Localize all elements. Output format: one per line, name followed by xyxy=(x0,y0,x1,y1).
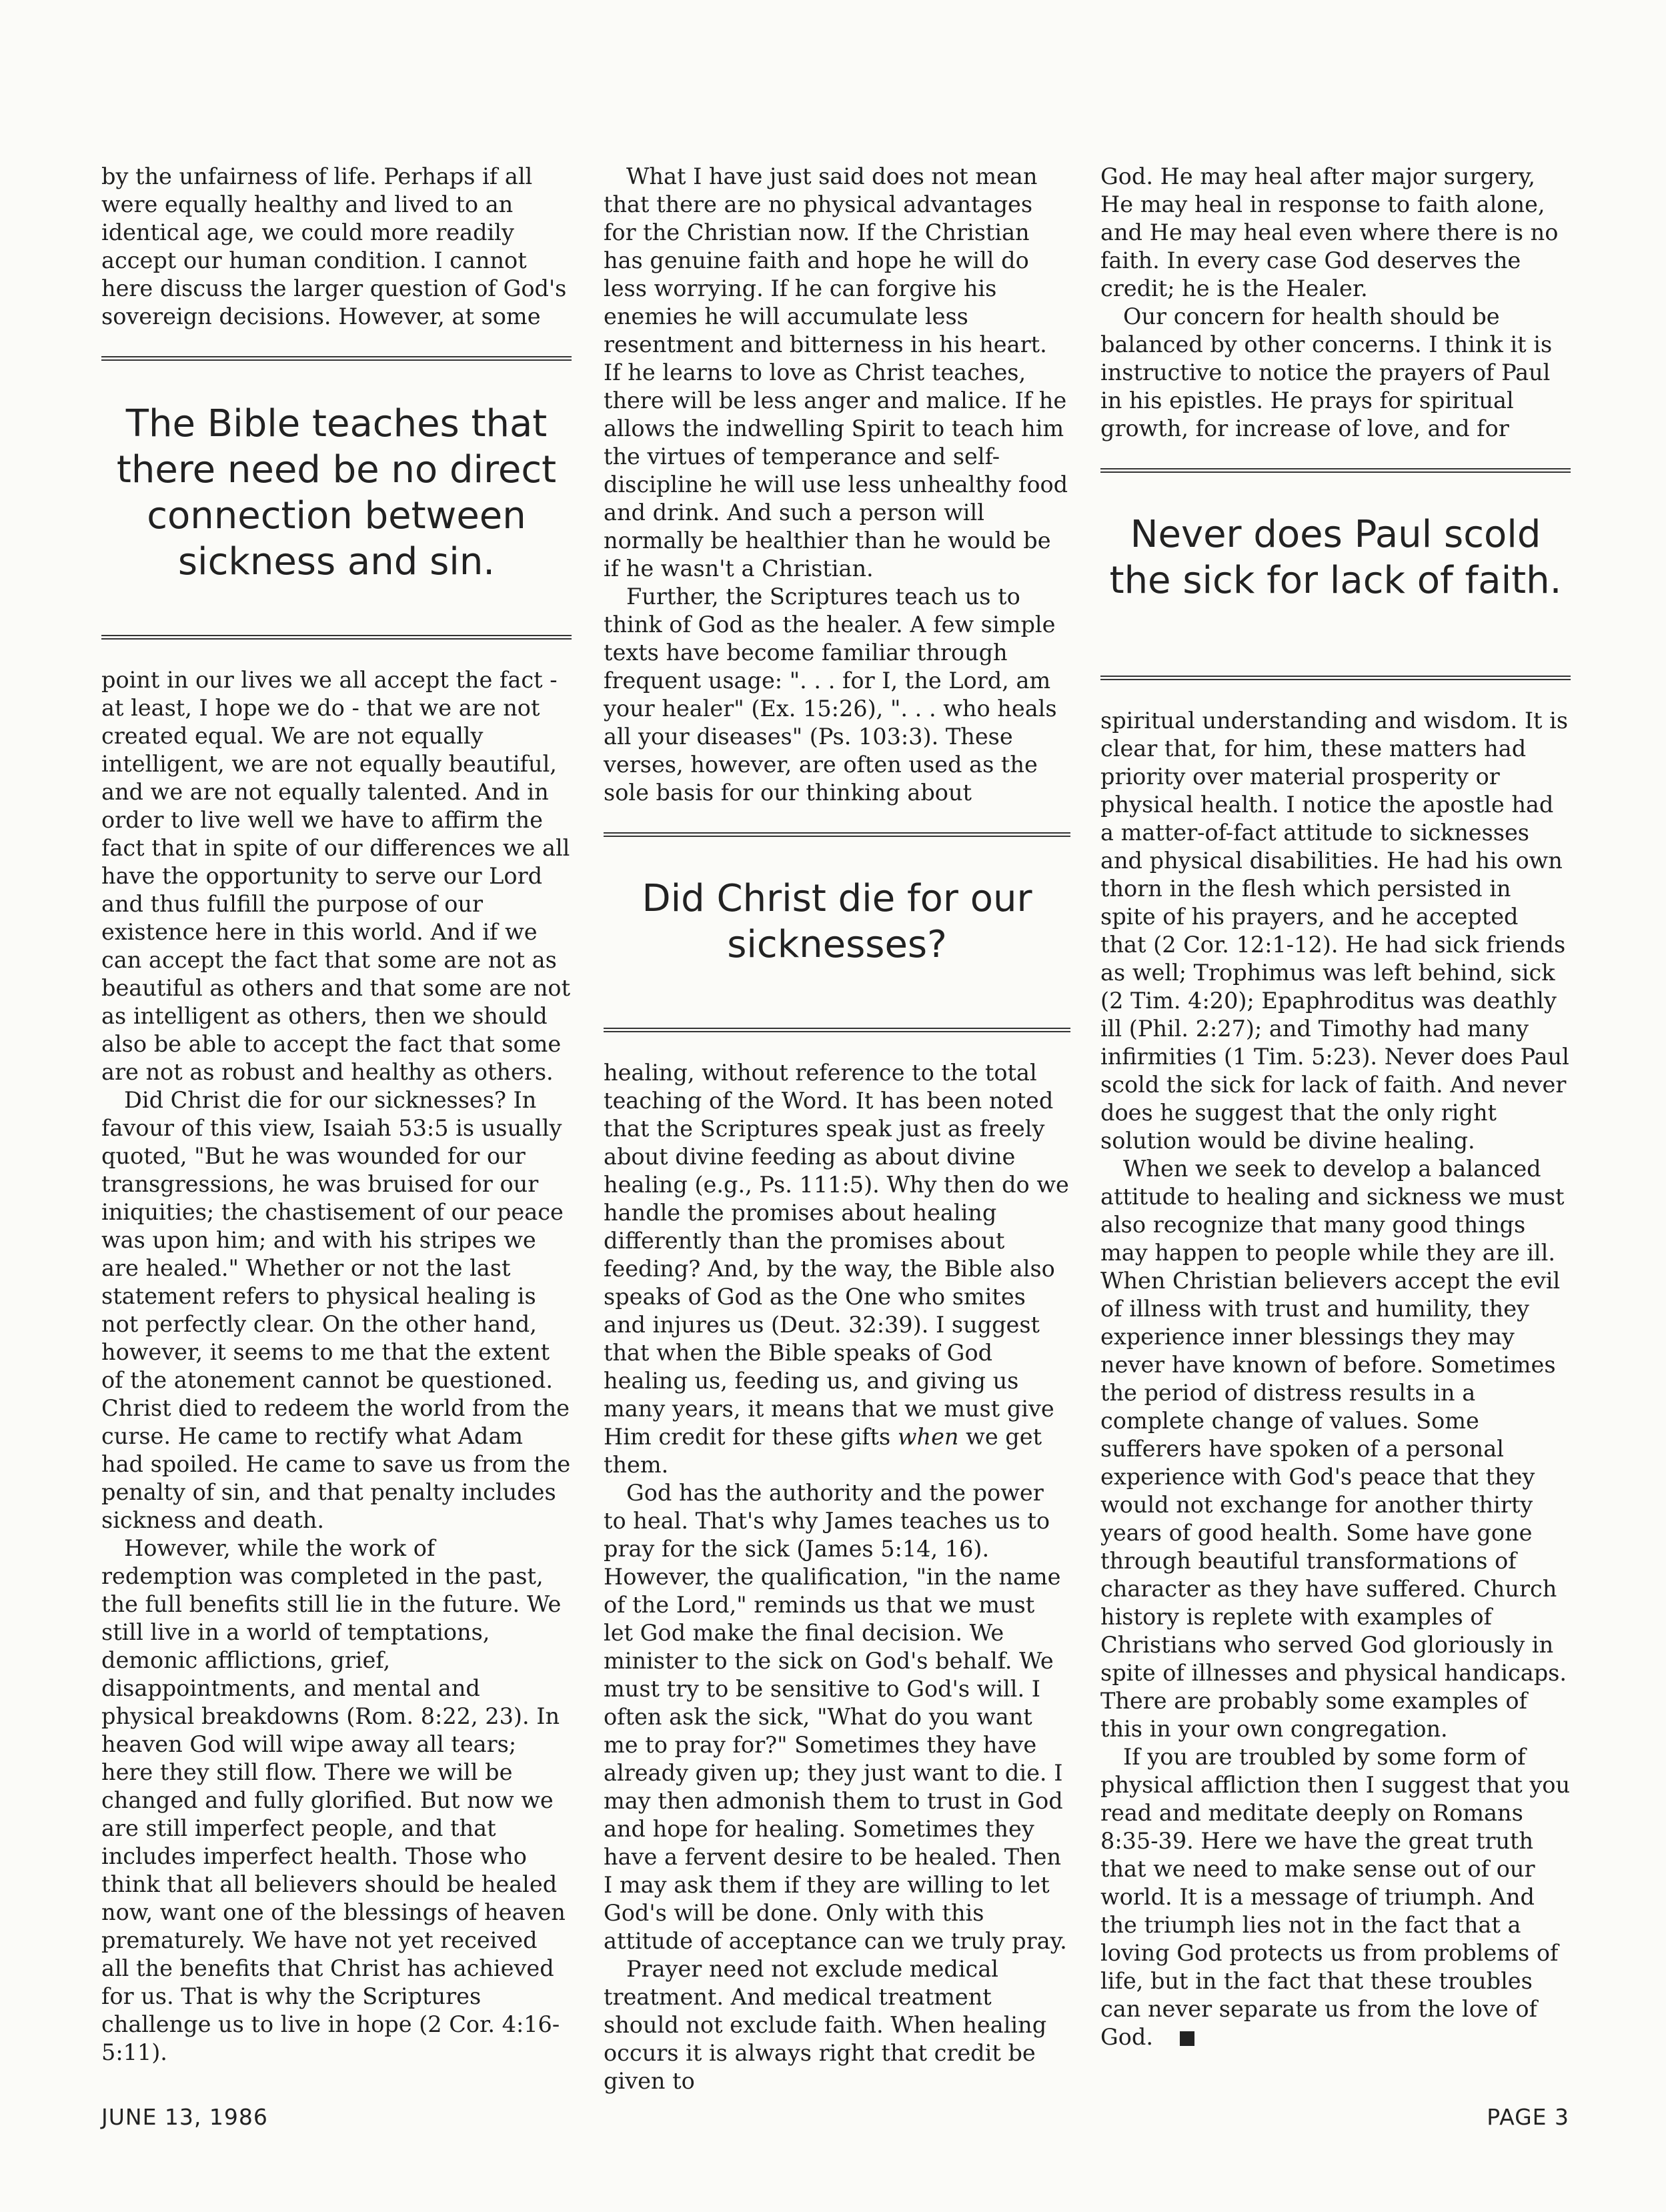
paragraph: Further, the Scriptures teach us to think of God as the healer. A few simple texts have become familiar through frequent usage: ". . . for I, the Lord, am your healer" (Ex. 15:26), ". . . who heals all your diseases" (Ps. 103:3). These verses, however, are often used as the sole basis for our thinking about xyxy=(604,584,1057,806)
paragraph: What I have just said does not mean that there are no physical advantages for the Christian now. If the Christian has genuine faith and hope he will do less worrying. If he can forgive his enemies he will accumulate less resentment and bitterness in his heart. If he learns to love as Christ teaches, there will be less anger and malice. If he allows the indwelling Spirit to teach him the virtues of temperance and self-discipline he will use less unhealthy food and drink. And such a person will normally be healthier than he would be if he wasn't a Christian. xyxy=(604,163,1068,582)
issue-date: JUNE 13, 1986 xyxy=(101,2104,268,2130)
paragraph-text: If you are troubled by some form of physical affliction then I suggest that you read and meditate deeply on Romans 8:35-39. Here we have the great truth that we need to make sense out of our world. It is a message of triumph. And the triumph lies not in the fact that a loving God protects us from problems of life, but in the fact that these troubles can never separate us from the love of God. xyxy=(1100,1744,1571,2050)
paragraph-text: we get them. xyxy=(604,1424,1042,1478)
paragraph xyxy=(1100,1743,1571,2051)
paragraph: by the unfairness of life. Perhaps if all were equally healthy and lived to an identical age, we could more readily accept our human condition. I cannot here discuss the larger question of God's sovereign decisions. However, at some xyxy=(101,163,567,329)
pull-quote: The Bible teaches that there need be no direct connection between sickness and sin. xyxy=(101,356,572,640)
pull-quote: Never does Paul scold the sick for lack of faith. xyxy=(1100,468,1571,680)
paragraph-text: healing, without reference to the total teaching of the Word. It has been noted that the Scriptures speak just as freely about divine feeding as about divine healing (e.g., Ps. 111:5). Why then do we handle the promises about healing differently than the promises about feeding? And, by the way, the Bible also speaks of God as the One who smites and injures us (Deut. 32:39). I suggest that when the Bible speaks of God healing us, feeding us, and giving us many years, it means that we must give Him credit for these gifts xyxy=(604,1060,1069,1450)
paragraph: point in our lives we all accept the fact - at least, I hope we do - that we are not created equal. We are not equally intelligent, we are not equally beautiful, and we are not equally talented. And in order to live well we have to affirm the fact that in spite of our differences we all have the opportunity to serve our Lord and thus fulfill the purpose of our existence here in this world. And if we can accept the fact that some are not as beautiful as others and that some are not as intelligent as others, then we should also be able to accept the fact that some are not as robust and healthy as others. xyxy=(101,667,571,1085)
paragraph: Our concern for health should be balanced by other concerns. I think it is instructive to notice the prayers of Paul in his epistles. He prays for spiritual growth, for increase of love, and for xyxy=(1100,303,1553,441)
column-1 xyxy=(101,163,572,2067)
end-of-article-icon xyxy=(1180,2031,1194,2046)
paragraph: Did Christ die for our sicknesses? In favour of this view, Isaiah 53:5 is usually quoted, "But he was wounded for our transgressions, he was bruised for our iniquities; the chastisement of our peace was upon him; and with his stripes we are healed." Whether or not the last statement refers to physical healing is not perfectly clear. On the other hand, however, it seems to me that the extent of the atonement cannot be questioned. Christ died to redeem the world from the curse. He came to rectify what Adam had spoiled. He came to save us from the penalty of sin, and that penalty includes sickness and death. xyxy=(101,1087,571,1533)
paragraph: God. He may heal after major surgery, He may heal in response to faith alone, and He may heal even where there is no faith. In every case God deserves the credit; he is the Healer. xyxy=(1100,163,1559,301)
paragraph: However, while the work of redemption was completed in the past, the full benefits still lie in the future. We still live in a world of temptations, demonic afflictions, grief, disappointments, and mental and physical breakdowns (Rom. 8:22, 23). In heaven God will wipe away all tears; here they still flow. There we will be changed and fully glorified. But now we are still imperfect people, and that includes imperfect health. Those who think that all believers should be healed now, want one of the blessings of heaven prematurely. We have not yet received all the benefits that Christ has achieved for us. That is why the Scriptures challenge us to live in hope (2 Cor. 4:16-5:11). xyxy=(101,1535,566,2065)
paragraph: spiritual understanding and wisdom. It is clear that, for him, these matters had priority over material prosperity or physical health. I notice the apostle had a matter-of-fact attitude to sicknesses and physical disabilities. He had his own thorn in the flesh which persisted in spite of his prayers, and he accepted that (2 Cor. 12:1-12). He had sick friends as well; Trophimus was left behind, sick (2 Tim. 4:20); Epaphroditus was deathly ill (Phil. 2:27); and Timothy had many infirmities (1 Tim. 5:23). Never does Paul scold the sick for lack of faith. And never does he suggest that the only right solution would be divine healing. xyxy=(1100,708,1569,1154)
page-number: PAGE 3 xyxy=(1487,2104,1569,2130)
paragraph xyxy=(604,1059,1070,1479)
pull-quote: Did Christ die for our sicknesses? xyxy=(604,832,1070,1032)
column-3 xyxy=(1100,163,1571,2051)
column-2 xyxy=(604,163,1070,2095)
paragraph: When we seek to develop a balanced attitude to healing and sickness we must also recognize that many good things may happen to people while they are ill. When Christian believers accept the evil of illness with trust and humility, they experience inner blessings they may never have known of before. Sometimes the period of distress results in a complete change of values. Some sufferers have spoken of a personal experience with God's peace that they would not exchange for another thirty years of good health. Some have gone through beautiful transformations of character as they have suffered. Church history is replete with examples of Christians who served God gloriously in spite of illnesses and physical handicaps. There are probably some examples of this in your own congregation. xyxy=(1100,1156,1567,1742)
paragraph: Prayer need not exclude medical treatment. And medical treatment should not exclude faith. When healing occurs it is always right that credit be given to xyxy=(604,1956,1047,2094)
paragraph: God has the authority and the power to heal. That's why James teaches us to pray for the sick (James 5:14, 16). However, the qualification, "in the name of the Lord," reminds us that we must let God make the final decision. We minister to the sick on God's behalf. We must try to be sensitive to God's will. I often ask the sick, "What do you want me to pray for?" Sometimes they have already given up; they just want to die. I may then admonish them to trust in God and hope for healing. Sometimes they have a fervent desire to be healed. Then I may ask them if they are willing to let God's will be done. Only with this attitude of acceptance can we truly pray. xyxy=(604,1480,1067,1954)
emphasis-text: when xyxy=(897,1424,959,1450)
